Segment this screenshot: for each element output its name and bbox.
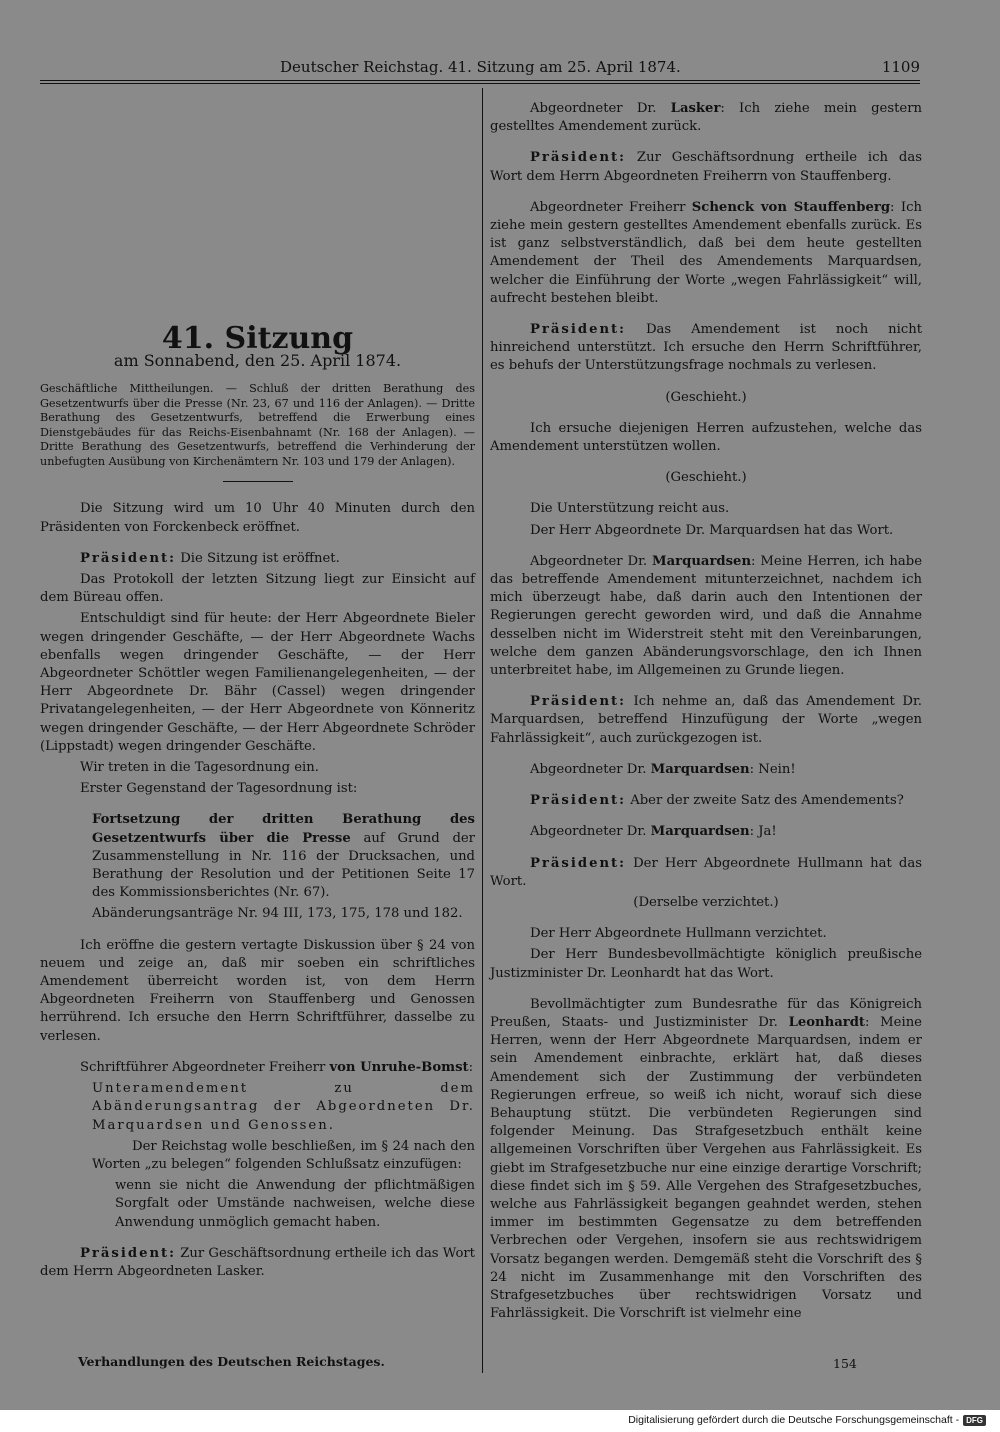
paragraph: Bevollmächtigter zum Bundesrathe für das Königreich Preußen, Staats- und Justizminister Dr. Leonhardt: Meine Herren, wenn der Herr Abgeordnete Marquardsen, indem er sein Amendement einbrachte, erklärt hat, daß dieses Amendement sich der Zustimmung der verbündeten Regierungen erfreue, so weiß ich nicht, worauf sich diese Behauptung stützt. Die verbündeten Regierungen sind folgender Meinung. Das Strafgesetzbuch enthält keine allgemeinen Vorschriften über Vergehen aus Fahrlässigkeit. Es giebt im Strafgesetzbuche nur eine einzige derartige Vorschrift; diese findet sich im § 59. Alle Vergehen des Strafgesetzbuches, welche aus Fahrlässigkeit begangen geahndet werden, stehen immer im bestimmten Gegensatze zu dem betreffenden Verbrechen oder Vergehen, insofern sie aus rechtswidrigem Vorsatz begangen werden. Demgemäß steht die Vorschrift des § 24 nicht im Zusammenhange mit den Vorschriften des Strafgesetzbuches über rechtswidrigen Vorsatz und Fahrlässigkeit. Die Vorschrift ist vielmehr eine: [490, 996, 922, 1322]
section-rule: [223, 481, 293, 482]
paragraph: Präsident: Die Sitzung ist eröffnet.: [80, 550, 340, 566]
amendments: Abänderungsanträge Nr. 94 III, 173, 175, 178 und 182.: [92, 906, 463, 922]
speaker-name: Marquardsen: [652, 553, 752, 569]
left-column: [40, 321, 475, 1284]
sheet-signature: 154: [833, 1356, 857, 1371]
session-title: 41. Sitzung: [161, 321, 354, 356]
credit-text: Digitalisierung gefördert durch die Deutsche Forschungsgemeinschaft -: [628, 1414, 960, 1426]
footer-publication: Verhandlungen des Deutschen Reichstages.: [78, 1354, 385, 1369]
page-number: 1109: [881, 58, 920, 76]
paragraph: Schriftführer Abgeordneter Freiherr von Unruhe-Bomst:: [80, 1059, 474, 1075]
paragraph: Das Protokoll der letzten Sitzung liegt zur Einsicht auf dem Büreau offen.: [40, 572, 475, 606]
paragraph: Präsident: Aber der zweite Satz des Amendements?: [530, 793, 904, 809]
speaker: Präsident:: [530, 793, 627, 809]
paragraph: Präsident: Der Herr Abgeordnete Hullmann hat das Wort.: [490, 855, 922, 889]
speaker-name: Schenck von Stauffenberg: [691, 199, 891, 215]
amendment-text: wenn sie nicht die Anwendung der pflichtmäßigen Sorgfalt oder Umstände nachweisen, welche diese Anwendung unmöglich gemacht haben.: [115, 1178, 475, 1230]
speaker-name: von Unruhe-Bomst: [329, 1059, 469, 1075]
paragraph: Der Reichstag wolle beschließen, im § 24 nach den Worten „zu belegen“ folgenden Schlußsatz einzufügen:: [92, 1138, 475, 1172]
paragraph: Der Herr Abgeordnete Hullmann verzichtet.: [530, 926, 827, 942]
speaker-name: Leonhardt: [788, 1014, 866, 1030]
speaker-name: Lasker: [670, 101, 721, 116]
running-header: [40, 58, 920, 80]
header-rule: [40, 80, 920, 84]
right-column: [490, 100, 922, 1326]
paragraph: Der Herr Bundesbevollmächtigte königlich preußische Justizminister Dr. Leonhardt hat das Wort.: [490, 947, 922, 981]
speaker-name: Marquardsen: [650, 824, 750, 840]
paragraph: Präsident: Ich nehme an, daß das Amendement Dr. Marquardsen, betreffend Hinzufügung der Worte „wegen Fahrlässigkeit“, auch zurückgezogen ist.: [490, 694, 922, 746]
paragraph: Präsident: Das Amendement ist noch nicht hinreichend unterstützt. Ich ersuche den Herrn Schriftführer, es behufs der Unterstützungsfrage nochmals zu verlesen.: [490, 322, 922, 374]
paragraph: Der Herr Abgeordnete Dr. Marquardsen hat das Wort.: [530, 522, 894, 538]
paragraph: Entschuldigt sind für heute: der Herr Abgeordnete Bieler wegen dringender Geschäfte, — der Herr Abgeordnete Wachs ebenfalls wegen dringender Geschäfte, — der Herr Abgeordneter Schöttler wegen Familienangelegenheiten, — der Herr Abgeordnete Dr. Bähr (Cassel) wegen dringender Privatangelegenheiten, — der Herr Abgeordnete von Könneritz wegen dringender Geschäfte, — der Herr Abgeordnete Schröder (Lippstadt) wegen dringender Geschäfte.: [40, 611, 475, 754]
paragraph: Die Unterstützung reicht aus.: [530, 501, 730, 517]
digitization-credit: [628, 1414, 986, 1426]
speaker: Präsident:: [80, 1245, 177, 1261]
stage-direction: (Geschieht.): [665, 389, 747, 405]
header-title: Deutscher Reichstag. 41. Sitzung am 25. April 1874.: [280, 58, 681, 76]
paragraph: Ich ersuche diejenigen Herren aufzustehen, welche das Amendement unterstützen wollen.: [490, 420, 922, 455]
session-date: am Sonnabend, den 25. April 1874.: [113, 351, 402, 371]
paragraph: Präsident: Zur Geschäftsordnung ertheile ich das Wort dem Herrn Abgeordneten Freiherrn von Stauffenberg.: [490, 150, 922, 184]
dfg-logo-icon: DFG: [963, 1415, 986, 1426]
speaker: Präsident:: [530, 322, 627, 338]
paragraph: Erster Gegenstand der Tagesordnung ist:: [80, 781, 358, 797]
paragraph: Wir treten in die Tagesordnung ein.: [80, 760, 319, 776]
stage-direction: (Derselbe verzichtet.): [633, 894, 779, 910]
speaker: Präsident:: [530, 855, 627, 871]
speaker-name: Marquardsen: [650, 761, 750, 777]
paragraph: Ich eröffne die gestern vertagte Diskussion über § 24 von neuem und zeige an, daß mir soeben ein schriftliches Amendement überreicht worden ist, von dem Herrn Abgeordneten Freiherrn von Stauffenberg und Genossen herrührend. Ich ersuche den Herrn Schriftführer, dasselbe zu verlesen.: [40, 937, 475, 1044]
amendment-title: Unteramendement zu dem Abänderungsantrag der Abgeordneten Dr. Marquardsen und Genossen.: [92, 1081, 475, 1133]
speaker: Präsident:: [530, 694, 627, 710]
paragraph: Präsident: Zur Geschäftsordnung ertheile ich das Wort dem Herrn Abgeordneten Lasker.: [40, 1245, 475, 1279]
speaker: Präsident:: [80, 550, 177, 566]
stage-direction: (Geschieht.): [665, 470, 747, 486]
session-summary: Geschäftliche Mittheilungen. — Schluß der dritten Berathung des Gesetzentwurfs über die Presse (Nr. 23, 67 und 116 der Anlagen). — Dritte Berathung des Gesetzentwurfs, betreffend die Erwerbung eines Dienstgebäudes für das Reichs-Eisenbahnamt (Nr. 168 der Anlagen). — Dritte Berathung des Gesetzentwurfs, betreffend die Verhinderung der unbefugten Ausübung von Kirchenämtern Nr. 103 und 179 der Anlagen).: [40, 382, 475, 468]
paragraph: Abgeordneter Dr. Lasker: Ich ziehe mein gestern gestelltes Amendement zurück.: [490, 101, 922, 135]
speaker: Präsident:: [530, 150, 627, 166]
paragraph: Abgeordneter Freiherr Schenck von Stauffenberg: Ich ziehe mein gestern gestelltes Amendement ebenfalls zurück. Es ist ganz selbstverständlich, daß bei dem heute gestellten Amendement der Theil des Amendements Marquardsen, welcher die Einführung der Worte „wegen Fahrlässigkeit“ will, aufrecht bestehen bleibt.: [490, 199, 922, 306]
paragraph: Die Sitzung wird um 10 Uhr 40 Minuten durch den Präsidenten von Forckenbeck eröffnet.: [40, 501, 475, 535]
column-divider: [482, 88, 483, 1373]
paragraph: Abgeordneter Dr. Marquardsen: Ja!: [530, 824, 777, 840]
paragraph: Abgeordneter Dr. Marquardsen: Nein!: [530, 761, 796, 777]
agenda-title: Fortsetzung der dritten Berathung des Gesetzentwurfs über die Presse: [92, 812, 475, 846]
paragraph: Abgeordneter Dr. Marquardsen: Meine Herren, ich habe das betreffende Amendement mitunterzeichnet, nachdem ich mich überzeugt habe, daß darin auch den Intentionen der Regierungen gerecht geworden wird, und daß die Annahme desselben nicht im Widerstreit steht mit den Vereinbarungen, welche dem ganzen Abänderungsvorschlage, den ich Ihnen unterbreitet habe, im Allgemeinen zu Grunde liegen.: [490, 553, 922, 679]
agenda-item: Fortsetzung der dritten Berathung des Gesetzentwurfs über die Presse auf Grund der Zusammenstellung in Nr. 116 der Drucksachen, und Berathung der Resolution und der Petitionen Seite 17 des Kommissionsberichtes (Nr. 67).: [92, 812, 475, 901]
